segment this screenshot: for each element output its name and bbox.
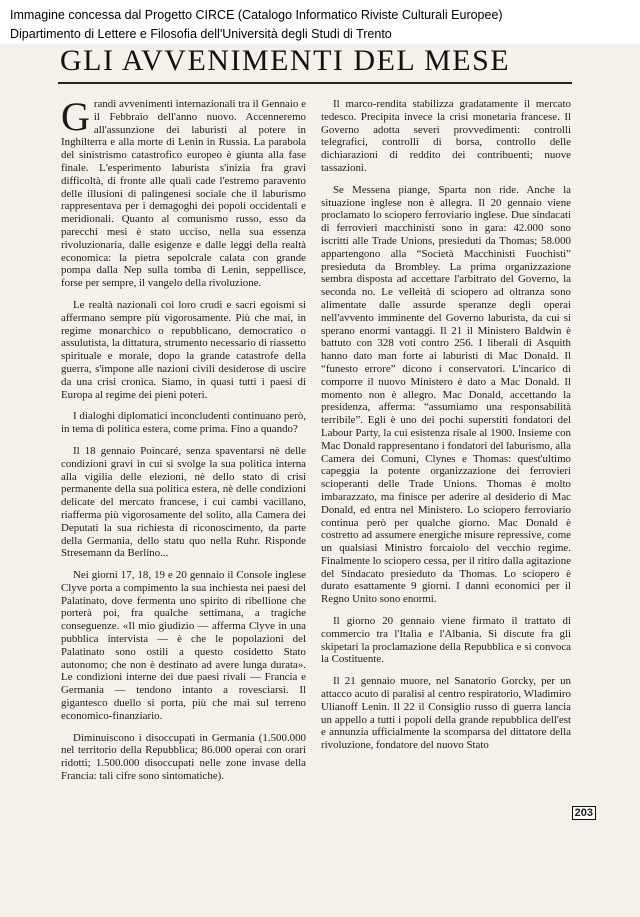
paragraph: Il 18 gennaio Poincaré, senza spaventarsi nè delle condizioni gravi in cui si svolge la sua politica interna alla vigilia delle elezioni, nè dello stato di crisi permanente della sua politica estera, nè delle condizioni delicate del mercato francese, i cui cambi vacillano, riafferma più vigorosamente del solito, alla Camera dei Deputati la sua richiesta di riconoscimento, da parte della Germania, dello statu quo nella Ruhr. Risponde Stresemann da Berlino... [61, 444, 306, 560]
paragraph-text: randi avvenimenti internazionali tra il Gennaio e il Febbraio dell'anno nuovo. Accenneremo all'assunzione dei laburisti al potere in Inghilterra e alla morte di Lenin in Russia. La parabola del sinistrismo catastrofico europeo è giunta alla fase finale. L'esperimento laburista s'inizia fra gravi difficoltà, di fronte alle quali cade l'estremo paravento delle illusioni di palingenesi sociale che il laburismo rappresentava per i demagoghi dei popoli occidentali e meridionali. Quanto al comunismo russo, esso da parecchi mesi è stato ucciso, nella sua essenza rivoluzionaria, dalle esigenze e dalle leggi della realtà economica: la pietra sepolcrale calata con grande pompa dalla Nep sulla tomba di Lenin, seppellisce, forse per sempre, il vangelo della rivoluzione. [61, 98, 306, 290]
credit-line-1: Immagine concessa dal Progetto CIRCE (Catalogo Informatico Riviste Culturali Europee) [10, 8, 503, 22]
paragraph: I dialoghi diplomatici inconcludenti continuano però, in tema di politica estera, come prima. Fino a quando? [61, 410, 306, 436]
page-number: 203 [572, 806, 596, 820]
paragraph: Diminuiscono i disoccupati in Germania (1.500.000 nel territorio della Repubblica; 86.000 operai con orari ridotti; 1.500.000 disoccupati nelle zone invase della Francia: tali cifre sono sintomatiche). [61, 731, 306, 783]
paragraph: Nei giorni 17, 18, 19 e 20 gennaio il Console inglese Clyve porta a compimento la sua inchiesta nei paesi del Palatinato, dove fermenta uno spirito di ribellione che porterà poi, fra qualche settimana, a tragiche conseguenze. «Il mio giudizio — afferma Clyve in una pubblica intervista — è che le popolazioni del Palatinato sono ostili a questo cosidetto Stato autonomo; che non è destinato ad avere lunga durata». Le condizioni interne dei due paesi rivali — Francia e Germania — tendono intanto a rovesciarsi. Il gigantesco duello si porta, più che mai sul terreno economico-finanziario. [61, 569, 306, 722]
credit-line-2: Dipartimento di Lettere e Filosofia dell'Università degli Studi di Trento [10, 27, 392, 41]
paragraph: Il 21 gennaio muore, nel Sanatorio Gorcky, per un attacco acuto di paralisi al centro respiratorio, Wladimiro Ulianoff Lenin. Il 22 il Consiglio russo di guerra lancia un appello a tutti i popoli della grande repubblica dell'est e annunzia ufficialmente la scomparsa del dittatore della rivoluzione, fondatore del nuovo Stato [321, 675, 571, 752]
drop-cap: G [61, 94, 90, 139]
paragraph: Il marco-rendita stabilizza gradatamente il mercato tedesco. Precipita invece la crisi monetaria francese. Il Governo adotta severi provvedimenti: controlli telegrafici, controlli di borsa, controllo delle dichiarazioni di reddito dei contribuenti; nuove tassazioni. [321, 98, 571, 174]
article-title: GLI AVVENIMENTI DEL MESE [60, 44, 511, 77]
right-column [321, 98, 571, 761]
title-rule [58, 82, 572, 84]
paragraph: Se Messena piange, Sparta non ride. Anche la situazione inglese non è allegra. Il 20 gennaio viene proclamato lo sciopero ferroviario inglese. Due sindacati di ferrovieri macchinisti sono in gara: 42.000 sono iscritti alle Trade Unions, presieduti da Thomas; 58.000 appartengono alla “Società Macchinisti Fuochisti” presieduta da Brombley. La prima organizzazione sembra disposta ad accettare l'arbitrato del Governo, la seconda no. Le velleità di sciopero ad oltranza sono alimentate dalle assurde speranze degli operai nell'avvento imminente del Governo laburista, da cui si sperano enormi vantaggi. Il 21 il Ministero Baldwin è battuto con 328 voti contro 256. I liberali di Asquith hanno dato man forte ai laburisti di Mac Donald. Il “funesto errore” dicono i conservatori. L'incarico di comporre il nuovo Ministero è dato a Mac Donald. Il momento non è allegro. Mac Donald, accettando la presidenza, afferma: “assumiamo una responsabilità terribile”. Egli è uno dei pochi superstiti fondatori del Labour Party, la cui esistenza risale al 1900. Insieme con Mac Donald rappresentano i fondatori del laburismo, alla Camera dei Comuni, Clynes e Thomas: quest'ultimo capeggia la potente organizzazione dei ferrovieri scioperanti delle Trade Unions. Thomas è molto imbarazzato, ma finisce per aderire al desiderio di Mac Donald, ed entra nel Ministero. Lo sciopero ferroviario continua però per qualche giorno. Mac Donald è costretto ad assumere energiche misure repressive, come un qualsiasi Ministro forcaiolo del vecchio regime. Finalmente lo sciopero cessa, per il ritiro dalla agitazione del Sindacato presieduto da Thomas. Lo sciopero è durato esattamente 9 giorni. I danni economici per il Regno Unito sono enormi. [321, 183, 571, 606]
paragraph: Il giorno 20 gennaio viene firmato il trattato di commercio tra l'Italia e l'Albania. Si discute fra gli skipetari la proclamazione della Repubblica e si convoca la Costituente. [321, 615, 571, 666]
paragraph: Le realtà nazionali coi loro crudi e sacri egoismi si affermano sempre più vigorosamente. Più che mai, in regime monarchico o repubblicano, democratico o assulutista, la dittatura, strumento necessario di riassetto spirituale e morale, dopo la grande catastrofe della guerra, s'impone alle nazioni civili desiderose di uscire da una crisi cronica. Siamo, in quasi tutti i paesi di Europa al regime dei pieni poteri. [61, 298, 306, 401]
left-column [61, 94, 306, 792]
credit-banner [0, 0, 640, 44]
paragraph [61, 94, 306, 290]
article-page [0, 44, 640, 917]
